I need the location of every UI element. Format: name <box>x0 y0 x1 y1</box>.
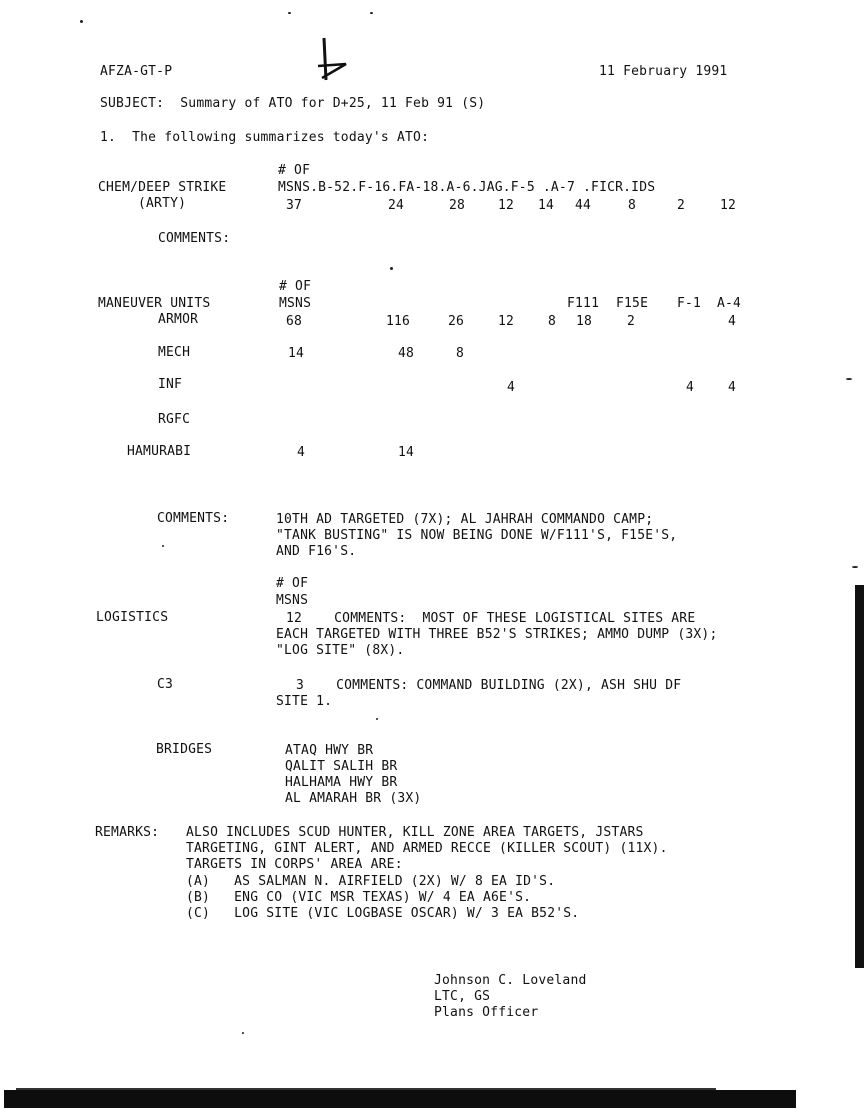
mech-value: 8 <box>456 346 465 361</box>
aircraft-label: A-4 <box>717 296 742 311</box>
logistics-line: EACH TARGETED WITH THREE B52'S STRIKES; AMMO DUMP (3X); <box>276 627 718 642</box>
handwritten-initial-mark <box>312 36 352 84</box>
remarks-line: (B) ENG CO (VIC MSR TEXAS) W/ 4 EA A6E'S. <box>186 890 532 905</box>
mech-value: 14 <box>288 346 305 361</box>
row-name-armor: ARMOR <box>158 312 199 327</box>
chem-comments-label: COMMENTS: <box>158 231 231 246</box>
inf-value: 4 <box>507 380 516 395</box>
armor-value: 18 <box>576 314 593 329</box>
chem-value: 14 <box>538 198 555 213</box>
bridge-item: QALIT SALIH BR <box>285 759 398 774</box>
scan-speck <box>162 545 164 547</box>
armor-value: 12 <box>498 314 515 329</box>
c3-label: C3 <box>157 677 174 692</box>
armor-value: 8 <box>548 314 557 329</box>
chem-columns-header: MSNS.B-52.F-16.FA-18.A-6.JAG.F-5 .A-7 .FICR.IDS <box>278 180 656 195</box>
scan-speck <box>242 1032 244 1034</box>
remarks-line: (C) LOG SITE (VIC LOGBASE OSCAR) W/ 3 EA B52'S. <box>186 906 580 921</box>
remarks-line: TARGETING, GINT ALERT, AND ARMED RECCE (KILLER SCOUT) (11X). <box>186 841 668 856</box>
scan-speck <box>80 20 83 23</box>
bridge-item: AL AMARAH BR (3X) <box>285 791 422 806</box>
chem-value: 12 <box>498 198 515 213</box>
document-date: 11 February 1991 <box>599 64 728 79</box>
maneuver-label: MANEUVER UNITS <box>98 296 211 311</box>
chem-value: 24 <box>388 198 405 213</box>
maneuver-msns: MSNS <box>279 296 312 311</box>
inf-value: 4 <box>686 380 695 395</box>
signature-name: Johnson C. Loveland <box>434 973 587 988</box>
scan-speck <box>852 566 858 568</box>
logistics-label: LOGISTICS <box>96 610 169 625</box>
inf-value: 4 <box>728 380 737 395</box>
bridge-item: ATAQ HWY BR <box>285 743 374 758</box>
chem-value: 28 <box>449 198 466 213</box>
scan-speck <box>288 12 291 14</box>
bridge-item: HALHAMA HWY BR <box>285 775 398 790</box>
intro-line: 1. The following summarizes today's ATO: <box>100 130 430 145</box>
remarks-label: REMARKS: <box>95 825 160 840</box>
scan-edge-bar <box>855 585 864 968</box>
chem-value: 2 <box>677 198 686 213</box>
logistics-line: "LOG SITE" (8X). <box>276 643 405 658</box>
maneuver-comment-line: "TANK BUSTING" IS NOW BEING DONE W/F111'S, F15E'S, <box>276 528 678 543</box>
aircraft-label: F111 <box>567 296 600 311</box>
armor-value: 2 <box>627 314 636 329</box>
aircraft-label: F15E <box>616 296 649 311</box>
logistics-msns-head: # OF <box>276 576 309 591</box>
hamurabi-value: 14 <box>398 445 415 460</box>
signature-title: Plans Officer <box>434 1005 539 1020</box>
chem-value: 8 <box>628 198 637 213</box>
maneuver-comment-line: 10TH AD TARGETED (7X); AL JAHRAH COMMANDO CAMP; <box>276 512 654 527</box>
row-name-inf: INF <box>158 377 183 392</box>
c3-line: 3 COMMENTS: COMMAND BUILDING (2X), ASH SHU DF <box>296 678 682 693</box>
scan-speck <box>846 378 852 380</box>
scan-speck <box>390 267 393 270</box>
aircraft-label: F-1 <box>677 296 702 311</box>
chem-value: 44 <box>575 198 592 213</box>
chem-label: CHEM/DEEP STRIKE <box>98 180 227 195</box>
scan-bottom-bar <box>4 1090 796 1108</box>
hamurabi-value: 4 <box>297 445 306 460</box>
scan-speck <box>376 718 378 720</box>
chem-msns-head: # OF <box>278 163 311 178</box>
logistics-msns-head: MSNS <box>276 593 309 608</box>
logistics-line: 12 COMMENTS: MOST OF THESE LOGISTICAL SITES ARE <box>286 611 696 626</box>
subject-line: SUBJECT: Summary of ATO for D+25, 11 Feb 91 (S) <box>100 96 486 111</box>
chem-value: 12 <box>720 198 737 213</box>
remarks-line: ALSO INCLUDES SCUD HUNTER, KILL ZONE AREA TARGETS, JSTARS <box>186 825 644 840</box>
maneuver-comment-line: AND F16'S. <box>276 544 357 559</box>
maneuver-comments-label: COMMENTS: <box>157 511 230 526</box>
row-name-rgfc: RGFC <box>158 412 191 427</box>
row-name-mech: MECH <box>158 345 191 360</box>
mech-value: 48 <box>398 346 415 361</box>
armor-value: 68 <box>286 314 303 329</box>
armor-value: 116 <box>386 314 411 329</box>
armor-value: 26 <box>448 314 465 329</box>
scan-speck <box>370 12 373 14</box>
remarks-line: TARGETS IN CORPS' AREA ARE: <box>186 857 403 872</box>
armor-value: 4 <box>728 314 737 329</box>
row-name-hamurabi: HAMURABI <box>127 444 192 459</box>
bridges-label: BRIDGES <box>156 742 213 757</box>
chem-sub-label: (ARTY) <box>138 196 187 211</box>
c3-line: SITE 1. <box>276 694 333 709</box>
chem-value: 37 <box>286 198 303 213</box>
signature-rank: LTC, GS <box>434 989 491 1004</box>
remarks-line: (A) AS SALMAN N. AIRFIELD (2X) W/ 8 EA ID'S. <box>186 874 556 889</box>
office-symbol: AFZA-GT-P <box>100 64 173 79</box>
maneuver-msns-head: # OF <box>279 279 312 294</box>
